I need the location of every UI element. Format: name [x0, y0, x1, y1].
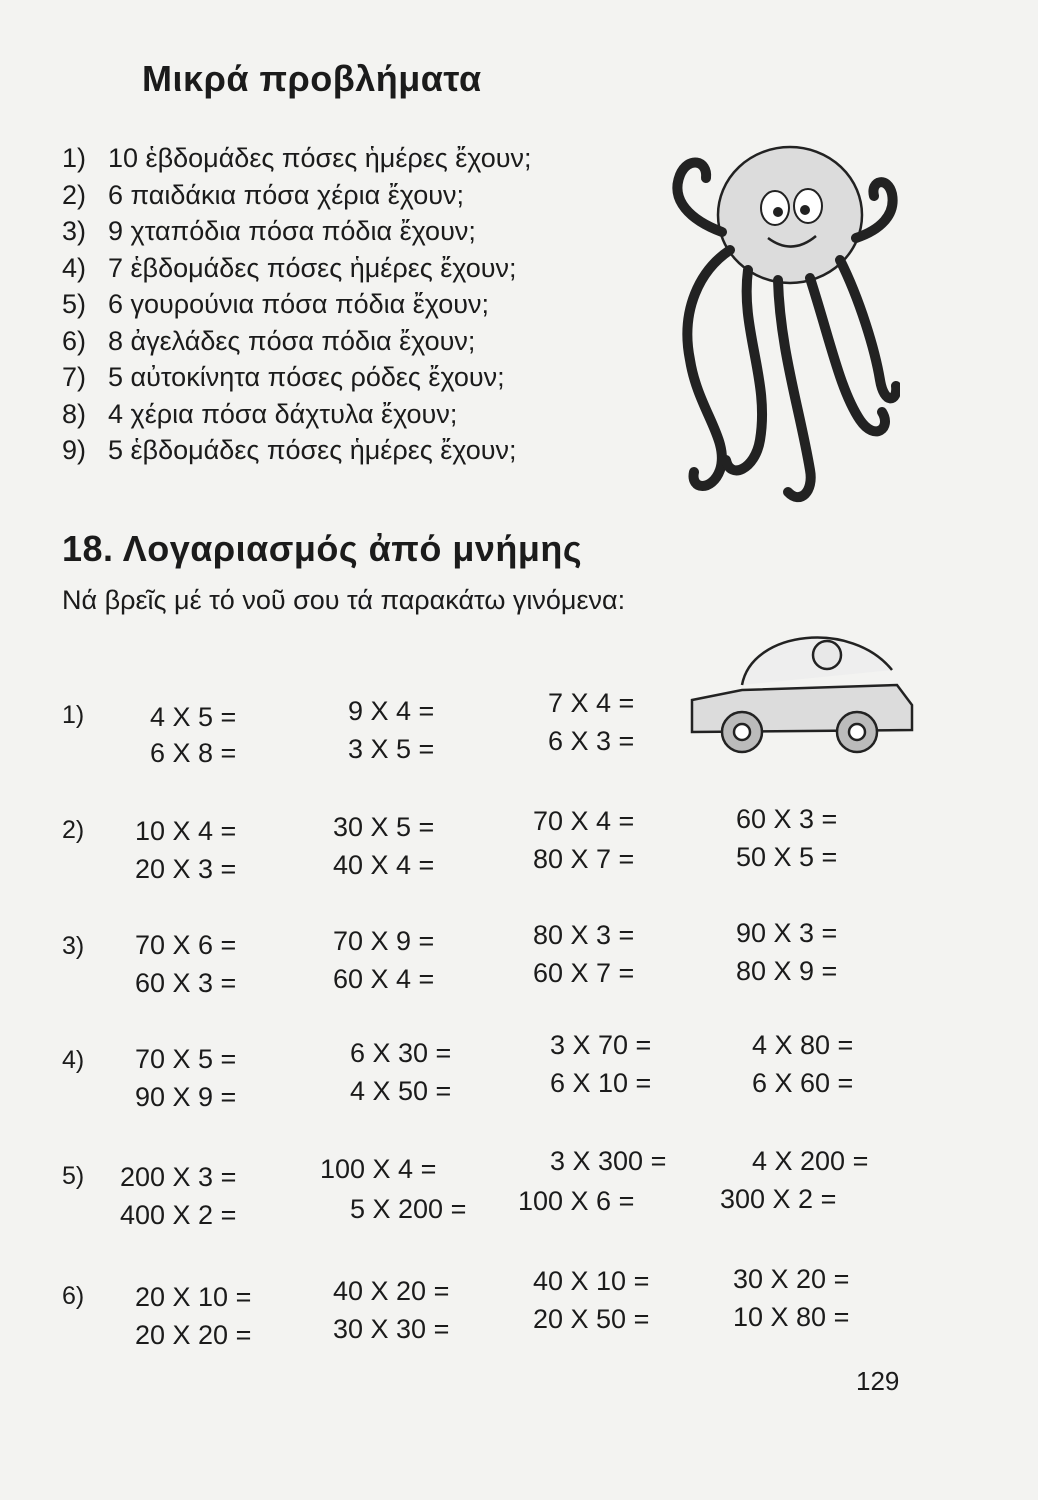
multiplication-expression: 30 X 20 = — [733, 1264, 850, 1294]
page-number: 129 — [856, 1366, 900, 1396]
problem-text: 10 ἑβδομάδες πόσες ἡμέρες ἔχουν; — [108, 143, 532, 173]
multiplication-expression: 6 X 30 = — [350, 1038, 452, 1068]
problem-item — [62, 286, 682, 323]
problem-text: 9 χταπόδια πόσα πόδια ἔχουν; — [108, 216, 476, 246]
multiplication-expression: 5 X 200 = — [350, 1194, 467, 1224]
group-label: 3) — [62, 932, 85, 960]
problem-number: 2) — [62, 179, 87, 210]
multiplication-expression: 4 X 50 = — [350, 1076, 452, 1106]
problem-number: 7) — [62, 362, 87, 392]
multiplication-expression: 4 X 5 = — [150, 702, 237, 732]
multiplication-expression: 100 X 4 = — [320, 1154, 437, 1184]
multiplication-expression: 10 X 80 = — [733, 1302, 850, 1332]
multiplication-expression: 6 X 60 = — [752, 1068, 854, 1098]
multiplication-expression: 80 X 7 = — [533, 844, 635, 874]
multiplication-expression: 40 X 4 = — [333, 850, 435, 880]
multiplication-expression: 300 X 2 = — [720, 1184, 837, 1214]
multiplication-expression: 60 X 7 = — [533, 958, 635, 988]
problem-item — [62, 323, 682, 360]
problem-text: 5 ἑβδομάδες πόσες ἡμέρες ἔχουν; — [108, 435, 517, 465]
multiplication-expression: 7 X 4 = — [548, 688, 635, 718]
problem-item — [62, 177, 682, 214]
multiplication-expression: 60 X 4 = — [333, 964, 435, 994]
multiplication-expression: 6 X 8 = — [150, 738, 237, 768]
instruction-text: Νά βρεῖς μέ τό νοῦ σου τά παρακάτω γινόμενα: — [62, 585, 626, 615]
multiplication-expression: 80 X 3 = — [533, 920, 635, 950]
group-label: 5) — [62, 1162, 85, 1190]
multiplication-expression: 3 X 300 = — [550, 1146, 667, 1176]
section-title-small-problems: Μικρά προβλήματα — [142, 58, 482, 99]
multiplication-expression: 80 X 9 = — [736, 956, 838, 986]
problem-item — [62, 140, 682, 177]
multiplication-expression: 60 X 3 = — [135, 968, 237, 998]
problem-text: 8 ἀγελάδες πόσα πόδια ἔχουν; — [108, 325, 476, 356]
multiplication-expression: 200 X 3 = — [120, 1162, 237, 1192]
problem-text: 4 χέρια πόσα δάχτυλα ἔχουν; — [108, 398, 458, 429]
multiplication-expression: 400 X 2 = — [120, 1200, 237, 1230]
problem-item — [62, 432, 682, 469]
multiplication-expression: 4 X 80 = — [752, 1030, 854, 1060]
multiplication-expression: 6 X 3 = — [548, 726, 635, 756]
multiplication-expression: 20 X 20 = — [135, 1320, 252, 1350]
multiplication-expression: 10 X 4 = — [135, 816, 237, 846]
multiplication-expression: 3 X 70 = — [550, 1030, 652, 1060]
group-label: 1) — [62, 701, 85, 729]
problem-text: 6 γουρούνια πόσα πόδια ἔχουν; — [108, 289, 490, 319]
multiplication-expression: 90 X 9 = — [135, 1082, 237, 1112]
problem-number: 8) — [62, 398, 87, 429]
car-illustration — [682, 610, 922, 760]
multiplication-expression: 90 X 3 = — [736, 918, 838, 948]
multiplication-expression: 70 X 4 = — [533, 806, 635, 836]
multiplication-expression: 30 X 5 = — [333, 812, 435, 842]
problem-number: 5) — [62, 289, 87, 319]
multiplication-expression: 50 X 5 = — [736, 842, 838, 872]
multiplication-expression: 20 X 50 = — [533, 1304, 650, 1334]
problem-list — [62, 140, 682, 469]
multiplication-expression: 70 X 6 = — [135, 930, 237, 960]
multiplication-expression: 3 X 5 = — [348, 734, 435, 764]
multiplication-expression: 40 X 10 = — [533, 1266, 650, 1296]
problem-text: 6 παιδάκια πόσα χέρια ἔχουν; — [108, 179, 464, 210]
section-title-mental-arithmetic: 18. Λογαριασμός ἀπό μνήμης — [62, 528, 583, 569]
group-label: 6) — [62, 1282, 85, 1310]
problem-text: 5 αὐτοκίνητα πόσες ρόδες ἔχουν; — [108, 362, 505, 392]
multiplication-expression: 20 X 10 = — [135, 1282, 252, 1312]
problem-item — [62, 396, 682, 433]
octopus-illustration — [660, 120, 900, 520]
multiplication-expression: 9 X 4 = — [348, 696, 435, 726]
problem-item — [62, 250, 682, 287]
multiplication-expression: 100 X 6 = — [518, 1186, 635, 1216]
multiplication-expression: 20 X 3 = — [135, 854, 237, 884]
group-label: 2) — [62, 816, 85, 844]
multiplication-expression: 40 X 20 = — [333, 1276, 450, 1306]
multiplication-expression: 4 X 200 = — [752, 1146, 869, 1176]
group-label: 4) — [62, 1046, 85, 1074]
multiplication-expression: 60 X 3 = — [736, 804, 838, 834]
problem-number: 1) — [62, 143, 87, 173]
multiplication-expression: 30 X 30 = — [333, 1314, 450, 1344]
problem-number: 9) — [62, 435, 87, 465]
multiplication-expression: 70 X 9 = — [333, 926, 435, 956]
problem-item — [62, 359, 682, 396]
problem-number: 3) — [62, 216, 87, 246]
problem-item — [62, 213, 682, 250]
problem-number: 6) — [62, 325, 87, 356]
multiplication-expression: 70 X 5 = — [135, 1044, 237, 1074]
problem-number: 4) — [62, 252, 87, 283]
problem-text: 7 ἑβδομάδες πόσες ἡμέρες ἔχουν; — [108, 252, 517, 283]
multiplication-expression: 6 X 10 = — [550, 1068, 652, 1098]
